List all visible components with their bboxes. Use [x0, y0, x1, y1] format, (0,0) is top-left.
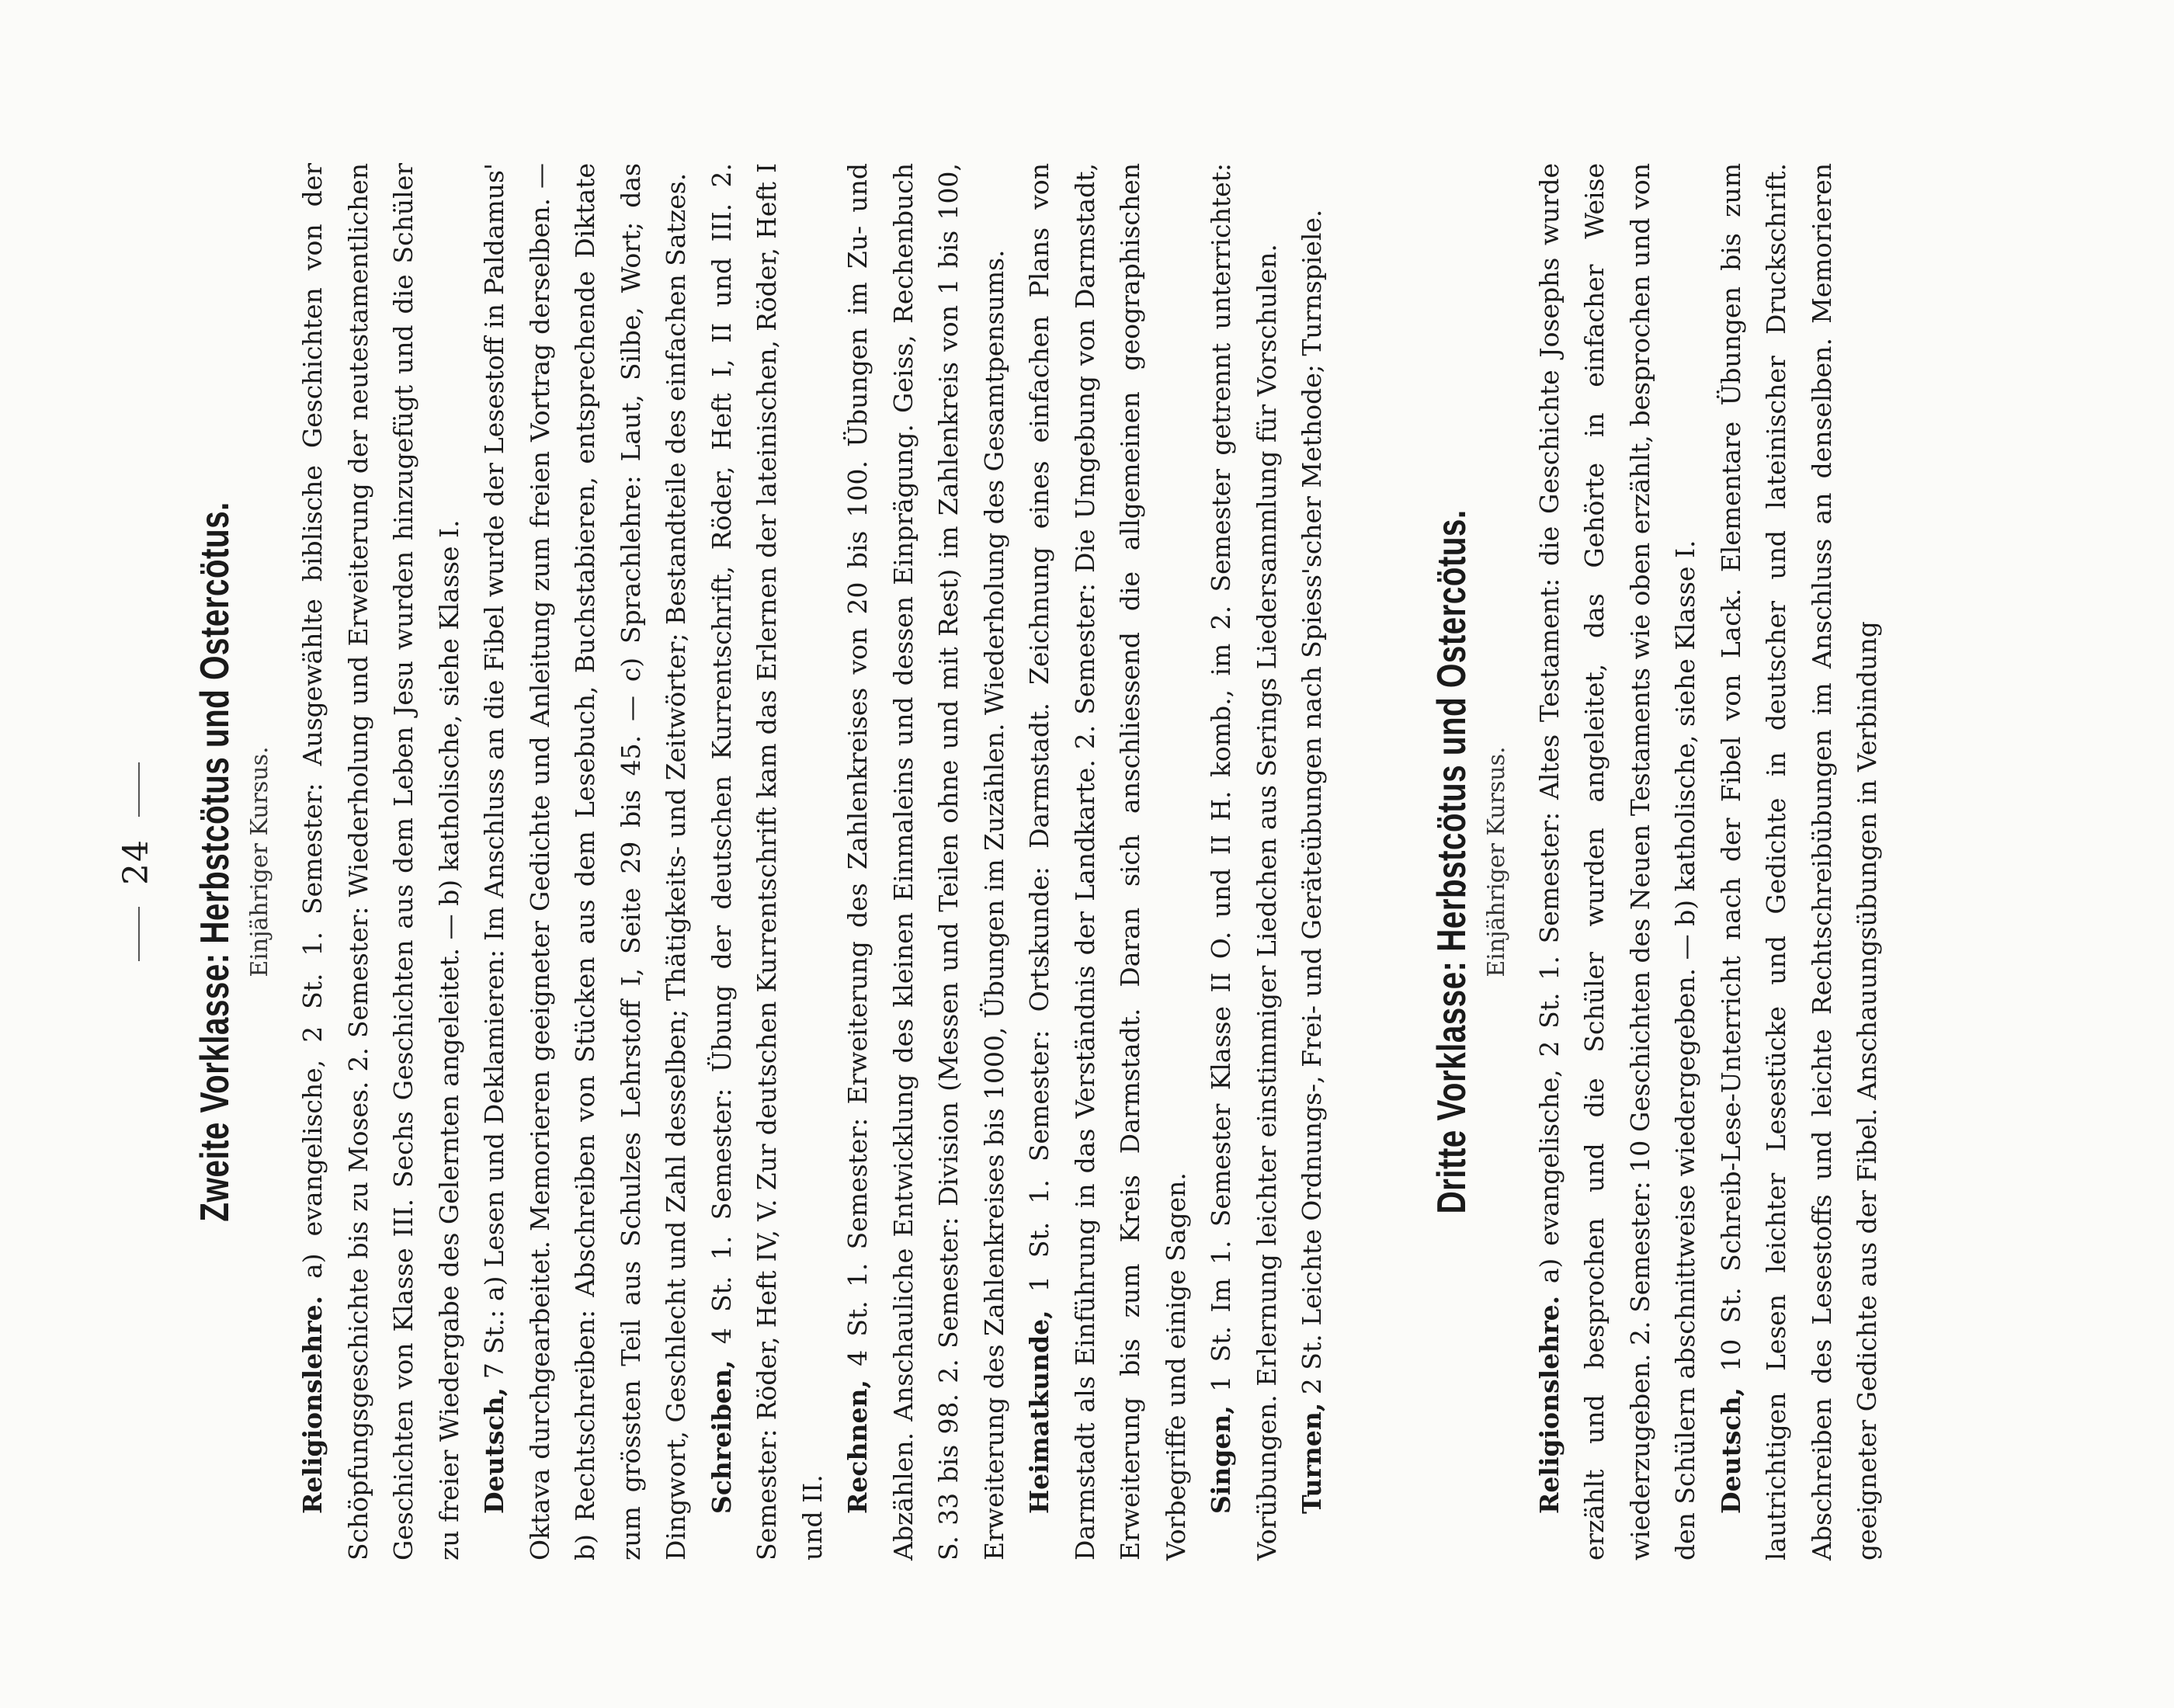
subject-label: Turnen, — [1297, 1402, 1327, 1514]
subject-label: Deutsch, — [479, 1387, 509, 1514]
page-number: 24 — [116, 163, 156, 1560]
subject-label: Heimatkunde, — [1024, 1310, 1054, 1514]
paragraph-religionslehre — [1527, 163, 1709, 1560]
paragraph-heimatkunde — [1017, 163, 1199, 1560]
paragraph-text: 4 St. 1. Semester: Übung der deutschen Kurrentschrift, Röder, Heft I, II und III. 2. Semester: Röder, Heft IV, V. Zur deutschen Kurrentschrift kam das Erlernen der lateinischen, Röder, Heft I und II. — [706, 163, 828, 1560]
section-title-zweite-vorklasse: Zweite Vorklasse: Herbstcötus und Ostercötus. — [193, 502, 238, 1222]
dash-left — [138, 907, 140, 961]
paragraph-text: 4 St. 1. Semester: Erweiterung des Zahlenkreises von 20 bis 100. Übungen im Zu- und Abzählen. Anschauliche Entwicklung des kleinen Einmaleins und dessen Einprägung. Geiss, Rechenbuch S. 33 bis 98. 2. Semester: Division (Messen und Teilen ohne und mit Rest) im Zahlenkreis von 1 bis 100, Erweiterung des Zahlenkreises bis 1000, Übungen im Zuzählen. Wiederholung des Gesamtpensums. — [842, 163, 1009, 1560]
dash-right — [138, 762, 140, 817]
subject-label: Singen, — [1206, 1405, 1236, 1514]
paragraph-text: 7 St.: a) Lesen und Deklamieren: Im Anschluss an die Fibel wurde der Lesestoff in Paldamus' Oktava durchgearbeitet. Memorieren geeigneter Gedichte und Anleitung zum freien Vortrag derselben. — b) Rechtschreiben: Abschreiben von Stücken aus dem Lesebuch, Buchstabieren, entsprechende Diktate zum grössten Teil aus Schulzes Lehrstoff I, Seite 29 bis 45. — c) Sprachlehre: Laut, Silbe, Wort; das Dingwort, Geschlecht und Zahl desselben; Thätigkeits- und Zeitwörter; Bestandteile des einfachen Satzes. — [479, 163, 691, 1560]
paragraph-rechnen — [835, 163, 1017, 1560]
subject-label: Religionslehre. — [297, 1295, 328, 1514]
paragraph-text: a) evangelische, 2 St. 1. Semester: Ausgewählte biblische Geschichten von der Schöpfungsgeschichte bis zu Moses. 2. Semester: Wiederholung und Erweiterung der neutestamentlichen Geschichten von Klasse III. Sechs Geschichten aus dem Leben Jesu wurden hinzugefügt und die Schüler zu freier Wiedergabe des Gelernten angeleitet. — b) katholische, siehe Klasse I. — [297, 163, 464, 1560]
paragraph-schreiben — [700, 163, 836, 1560]
subject-label: Schreiben, — [706, 1359, 737, 1514]
paragraph-deutsch — [1709, 163, 1891, 1560]
section-subtitle: Einjähriger Kursus. — [246, 746, 273, 977]
paragraph-turnen — [1290, 163, 1335, 1560]
paragraph-text: a) evangelische, 2 St. 1. Semester: Altes Testament: die Geschichte Josephs wurde erzählt und besprochen und die Schüler wurden angeleitet, das Gehörte in einfacher Weise wiederzugeben. 2. Semester: 10 Geschichten des Neuen Testaments wie oben erzählt, besprochen und von den Schülern abschnittweise wiedergegeben. — b) katholische, siehe Klasse I. — [1533, 163, 1700, 1560]
section-gap — [1335, 163, 1429, 1560]
section-subtitle: Einjähriger Kursus. — [1482, 746, 1510, 977]
paragraph-singen — [1199, 163, 1290, 1560]
paragraph-text: 2 St. Leichte Ordnungs-, Frei- und Geräteübungen nach Spiess'scher Methode; Turnspiele. — [1297, 209, 1327, 1403]
paragraph-text: 10 St. Schreib-Lese-Unterricht nach der Fibel von Lack. Elementare Übungen bis zum lautrichtigen Lesen leichter Lesestücke und Gedichte in deutscher und lateinischer Druckschrift. Abschreiben des Lesestoffs und leichte Rechtschreibübungen im Anschluss an denselben. Memorieren geeigneter Gedichte aus der Fibel. Anschauungsübungen in Verbindung — [1715, 163, 1882, 1560]
paragraph-religionslehre — [290, 163, 472, 1560]
section-title-dritte-vorklasse: Dritte Vorklasse: Herbstcötus und Ostercötus. — [1429, 509, 1474, 1214]
paragraph-text: 1 St. Im 1. Semester Klasse II O. und II H. komb., im 2. Semester getrennt unterrichtet: Vorübungen. Erlernung leichter einstimmiger Liedchen aus Serings Liedersammlung für Vorschulen. — [1206, 163, 1282, 1560]
paragraph-deutsch — [472, 163, 700, 1560]
subject-label: Religionslehre. — [1533, 1295, 1565, 1514]
paragraph-text: 1 St. 1. Semester: Ortskunde: Darmstadt. Zeichnung eines einfachen Plans von Darmstadt als Einführung in das Verständnis der Landkarte. 2. Semester: Die Umgebung von Darmstadt, Erweiterung bis zum Kreis Darmstadt. Daran sich anschliessend die allgemeinen geographischen Vorbegriffe und einige Sagen. — [1024, 163, 1191, 1560]
subject-label: Deutsch, — [1715, 1387, 1746, 1514]
subject-label: Rechnen, — [842, 1380, 873, 1514]
